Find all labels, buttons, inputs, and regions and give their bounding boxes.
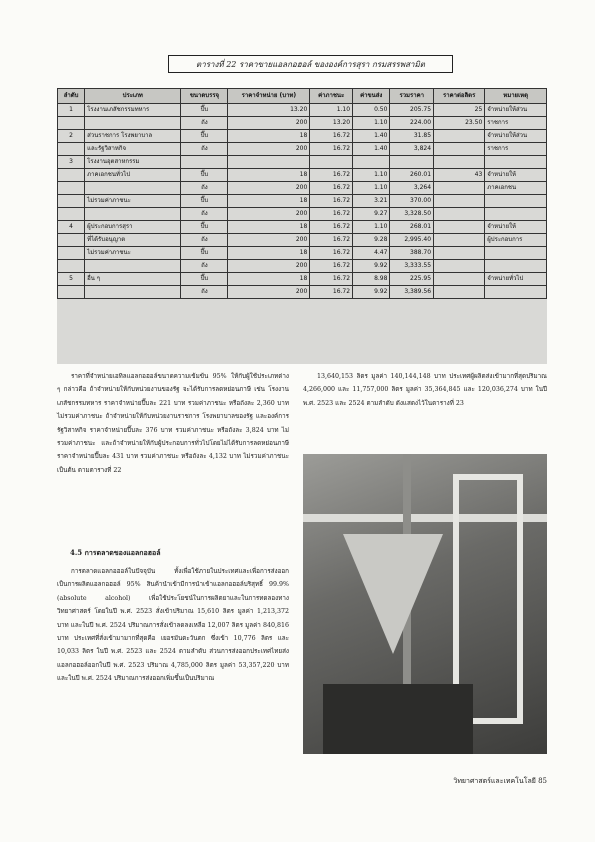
table-cell: ปี๊บ <box>181 195 228 208</box>
table-cell: ถัง <box>181 286 228 299</box>
table-row <box>58 234 547 247</box>
table-cell: 18 <box>228 247 310 260</box>
table-cell: ภาคเอกชน <box>485 182 547 195</box>
table-cell <box>485 286 547 299</box>
table-cell <box>485 260 547 273</box>
table-cell <box>434 195 485 208</box>
body-column-left-2 <box>57 565 289 686</box>
table-row <box>58 104 547 117</box>
table-cell: โรงงานอุตสาหกรรม <box>85 156 181 169</box>
table-row <box>58 247 547 260</box>
table-cell <box>390 156 434 169</box>
table-cell: 370.00 <box>390 195 434 208</box>
table-cell <box>485 208 547 221</box>
table-cell: 1.10 <box>353 182 390 195</box>
table-cell: และรัฐวิสาหกิจ <box>85 143 181 156</box>
table-cell <box>353 156 390 169</box>
table-cell: อื่น ๆ <box>85 273 181 286</box>
table-cell: 23.50 <box>434 117 485 130</box>
table-cell: ส่วนราชการ โรงพยาบาล <box>85 130 181 143</box>
price-table <box>57 88 547 364</box>
table-cell: โรงงานเภสัชกรรมทหาร <box>85 104 181 117</box>
table-cell: 31.85 <box>390 130 434 143</box>
table-cell: ปี๊บ <box>181 247 228 260</box>
paragraph: 13,640,153 ลิตร มูลค่า 140,144,148 บาท ประเทศผู้ผลิตส่งเข้ามากที่สุดปริมาณ 4,266,000 และ 11,757,000 ลิตร มูลค่า 35,364,845 และ 120,036,274 บาท ในปี พ.ศ. 2523 และ 2524 ตามลำดับ ดังแสดงไว้ในตารางที่ 23 <box>303 373 547 407</box>
table-cell: 16.72 <box>310 273 353 286</box>
photo-stand <box>323 684 473 754</box>
page-footer: วิทยาศาสตร์และเทคโนโลยี 85 <box>453 777 547 785</box>
table-cell: 3,824 <box>390 143 434 156</box>
table-row <box>58 169 547 182</box>
table-cell <box>181 156 228 169</box>
table-body <box>58 104 547 299</box>
table-cell: 3,264 <box>390 182 434 195</box>
table-cell: 16.72 <box>310 195 353 208</box>
table-cell: ภาคเอกชนทั่วไป <box>85 169 181 182</box>
table-cell <box>58 286 85 299</box>
table-cell: จำหน่ายให้ <box>485 221 547 234</box>
table-cell: 3,333.55 <box>390 260 434 273</box>
table-cell <box>434 156 485 169</box>
table-cell: 43 <box>434 169 485 182</box>
table-cell: ผู้ประกอบการ <box>485 234 547 247</box>
table-cell: ปี๊บ <box>181 273 228 286</box>
header-cell: หมายเหตุ <box>485 89 547 104</box>
table-cell: 16.72 <box>310 221 353 234</box>
table-cell: 18 <box>228 130 310 143</box>
table-row <box>58 117 547 130</box>
table-cell: จำหน่ายให้ส่วน <box>485 104 547 117</box>
table-cell: 8.98 <box>353 273 390 286</box>
body-column-right <box>303 370 547 410</box>
table-cell <box>58 195 85 208</box>
table-cell: 4.47 <box>353 247 390 260</box>
table-cell: 16.72 <box>310 130 353 143</box>
table-cell: ปี๊บ <box>181 221 228 234</box>
table-cell: ปี๊บ <box>181 130 228 143</box>
table-cell: 200 <box>228 143 310 156</box>
table-cell: 3,389.56 <box>390 286 434 299</box>
header-cell: ลำดับ <box>58 89 85 104</box>
table-cell: 4 <box>58 221 85 234</box>
table-cell <box>434 234 485 247</box>
table-cell: 13.20 <box>310 117 353 130</box>
table-cell: 225.95 <box>390 273 434 286</box>
table-cell: จำหน่ายให้ <box>485 169 547 182</box>
table-cell <box>58 143 85 156</box>
table-cell: 205.75 <box>390 104 434 117</box>
table-cell <box>434 143 485 156</box>
table-cell: ถัง <box>181 143 228 156</box>
table-cell: ราชการ <box>485 143 547 156</box>
table-cell <box>485 195 547 208</box>
header-cell: ค่าขนส่ง <box>353 89 390 104</box>
table-cell: ที่ได้รับอนุญาต <box>85 234 181 247</box>
table-cell: 16.72 <box>310 260 353 273</box>
table-cell <box>58 117 85 130</box>
table-cell: 1.40 <box>353 130 390 143</box>
table-cell: 0.50 <box>353 104 390 117</box>
table-cell: 18 <box>228 273 310 286</box>
table-cell: 3 <box>58 156 85 169</box>
table-cell <box>58 182 85 195</box>
table-cell <box>434 260 485 273</box>
table-cell: 3.21 <box>353 195 390 208</box>
table-cell: 2 <box>58 130 85 143</box>
table-cell: ผู้ประกอบการสุรา <box>85 221 181 234</box>
table-row <box>58 195 547 208</box>
table-cell: 9.27 <box>353 208 390 221</box>
table-cell: 1.10 <box>353 117 390 130</box>
table-cell: 5 <box>58 273 85 286</box>
table-row <box>58 221 547 234</box>
table-cell: 388.70 <box>390 247 434 260</box>
table-cell <box>434 221 485 234</box>
table-row <box>58 182 547 195</box>
table-row <box>58 156 547 169</box>
table-cell <box>485 156 547 169</box>
table-cell: 200 <box>228 208 310 221</box>
table-header-row <box>58 89 547 104</box>
table-cell: ถัง <box>181 182 228 195</box>
table-cell: 1.10 <box>353 221 390 234</box>
table-cell <box>485 247 547 260</box>
table-cell: 2,995.40 <box>390 234 434 247</box>
table-cell: ไม่รวมค่าภาชนะ <box>85 195 181 208</box>
table-cell <box>58 169 85 182</box>
photo-funnel <box>343 534 443 654</box>
section-heading: 4.5 การตลาดของแอลกอฮอล์ <box>70 548 161 557</box>
table-row <box>58 143 547 156</box>
table-cell: 25 <box>434 104 485 117</box>
table-row <box>58 208 547 221</box>
table-cell: 9.92 <box>353 260 390 273</box>
table-cell: จำหน่ายทั่วไป <box>485 273 547 286</box>
header-cell: ราคาจำหน่าย (บาท) <box>228 89 310 104</box>
table-cell <box>58 260 85 273</box>
price-table-grid <box>57 88 547 299</box>
table-cell: 13.20 <box>228 104 310 117</box>
table-caption: ตารางที่ 22 ราคาขายแอลกอฮอล์ ขององค์การสุรา กรมสรรพสามิต <box>168 55 453 73</box>
table-cell: ถัง <box>181 117 228 130</box>
table-cell: ถัง <box>181 234 228 247</box>
table-cell: ราชการ <box>485 117 547 130</box>
table-cell: 18 <box>228 195 310 208</box>
body-column-left <box>57 370 289 477</box>
table-cell: 16.72 <box>310 247 353 260</box>
table-cell <box>434 130 485 143</box>
table-cell <box>228 156 310 169</box>
table-cell <box>434 182 485 195</box>
table-cell <box>85 286 181 299</box>
table-cell: 18 <box>228 221 310 234</box>
table-cell: 1.10 <box>310 104 353 117</box>
table-cell: ถัง <box>181 260 228 273</box>
header-cell: ค่าภาชนะ <box>310 89 353 104</box>
header-cell: รวมราคา <box>390 89 434 104</box>
table-cell: 260.01 <box>390 169 434 182</box>
table-cell: 16.72 <box>310 208 353 221</box>
table-row <box>58 260 547 273</box>
table-cell <box>434 286 485 299</box>
table-cell: 16.72 <box>310 182 353 195</box>
table-cell <box>85 117 181 130</box>
table-cell <box>85 182 181 195</box>
table-cell: 1.10 <box>353 169 390 182</box>
table-cell: ปี๊บ <box>181 104 228 117</box>
table-cell: 16.72 <box>310 143 353 156</box>
table-cell: 9.92 <box>353 286 390 299</box>
table-row <box>58 130 547 143</box>
table-cell: 200 <box>228 286 310 299</box>
header-cell: ขนาดบรรจุ <box>181 89 228 104</box>
paragraph: ราคาที่จำหน่ายเอทิลแอลกอฮอล์ขนาดความเข้มข้น 95% ให้กับผู้ใช้ประเภทต่าง ๆ กล่าวคือ ถ้าจำหน่ายให้กับหน่วยงานของรัฐ จะได้รับการลดหย่อนภาษี เช่น โรงงานเภสัชกรรมทหาร ราคาจำหน่ายปี๊บละ 221 บาท รวมค่าภาชนะ หรือถังละ 2,360 บาท ไม่รวมค่าภาชนะ ถ้าจำหน่ายให้กับหน่วยงานราชการ โรงพยาบาลของรัฐ และองค์การรัฐวิสาหกิจ ราคาจำหน่ายปี๊บละ 376 บาท รวมค่าภาชนะ หรือถังละ 3,824 บาท ไม่รวมค่าภาชนะ และถ้าจำหน่ายให้กับผู้ประกอบการทั่วไปโดยไม่ได้รับการลดหย่อนภาษี ราคาจำหน่ายปี๊บละ 431 บาท รวมค่าภาชนะ หรือถังละ 4,132 บาท ไม่รวมค่าภาชนะ เป็นต้น ตามตารางที่ 22 <box>57 373 289 474</box>
table-cell: ไม่รวมค่าภาชนะ <box>85 247 181 260</box>
table-row <box>58 286 547 299</box>
distillery-photo <box>303 454 547 754</box>
table-cell: 16.72 <box>310 234 353 247</box>
table-cell: 224.00 <box>390 117 434 130</box>
header-cell: ประเภท <box>85 89 181 104</box>
table-cell: 18 <box>228 169 310 182</box>
table-cell: ถัง <box>181 208 228 221</box>
table-cell <box>85 260 181 273</box>
paragraph: การตลาดแอลกอฮอล์ในปัจจุบัน ทั้งเพื่อใช้ภายในประเทศและเพื่อการส่งออก เป็นการผลิตแอลกอฮอล์ 95% สินค้านำเข้ามีการนำเข้าแอลกอฮอล์บริสุทธิ์ 99.9% (absolute alcohol) เพื่อใช้ประโยชน์ในการผลิตยาและในการทดลองทางวิทยาศาสตร์ โดยในปี พ.ศ. 2523 สั่งเข้าปริมาณ 15,610 ลิตร มูลค่า 1,213,372 บาท และในปี พ.ศ. 2524 ปริมาณการสั่งเข้าลดลงเหลือ 12,007 ลิตร มูลค่า 840,816 บาท ประเทศที่สั่งเข้ามามากที่สุดคือ เยอรมันตะวันตก ซึ่งเข้า 10,776 ลิตร และ 10,033 ลิตร ในปี พ.ศ. 2523 และ 2524 ตามลำดับ ส่วนการส่งออกประเทศไทยส่งแอลกอฮอล์ออกในปี พ.ศ. 2523 ปริมาณ 4,785,000 ลิตร มูลค่า 53,357,220 บาท และในปี พ.ศ. 2524 ปริมาณการส่งออกเพิ่มขึ้นเป็นปริมาณ <box>57 568 289 683</box>
header-cell: ราคาต่อลิตร <box>434 89 485 104</box>
table-row <box>58 273 547 286</box>
table-cell <box>58 208 85 221</box>
table-cell: 9.28 <box>353 234 390 247</box>
table-cell: 3,328.50 <box>390 208 434 221</box>
table-cell: 16.72 <box>310 286 353 299</box>
table-cell: 268.01 <box>390 221 434 234</box>
table-cell: จำหน่ายให้ส่วน <box>485 130 547 143</box>
table-cell <box>58 234 85 247</box>
table-cell <box>434 247 485 260</box>
table-cell <box>58 247 85 260</box>
table-cell <box>434 208 485 221</box>
table-cell <box>310 156 353 169</box>
table-cell: 200 <box>228 234 310 247</box>
table-cell: 200 <box>228 260 310 273</box>
table-cell: 200 <box>228 117 310 130</box>
table-cell: 200 <box>228 182 310 195</box>
table-cell: 1 <box>58 104 85 117</box>
table-cell <box>434 273 485 286</box>
table-cell: 1.40 <box>353 143 390 156</box>
table-cell: ปี๊บ <box>181 169 228 182</box>
table-cell <box>85 208 181 221</box>
table-cell: 16.72 <box>310 169 353 182</box>
